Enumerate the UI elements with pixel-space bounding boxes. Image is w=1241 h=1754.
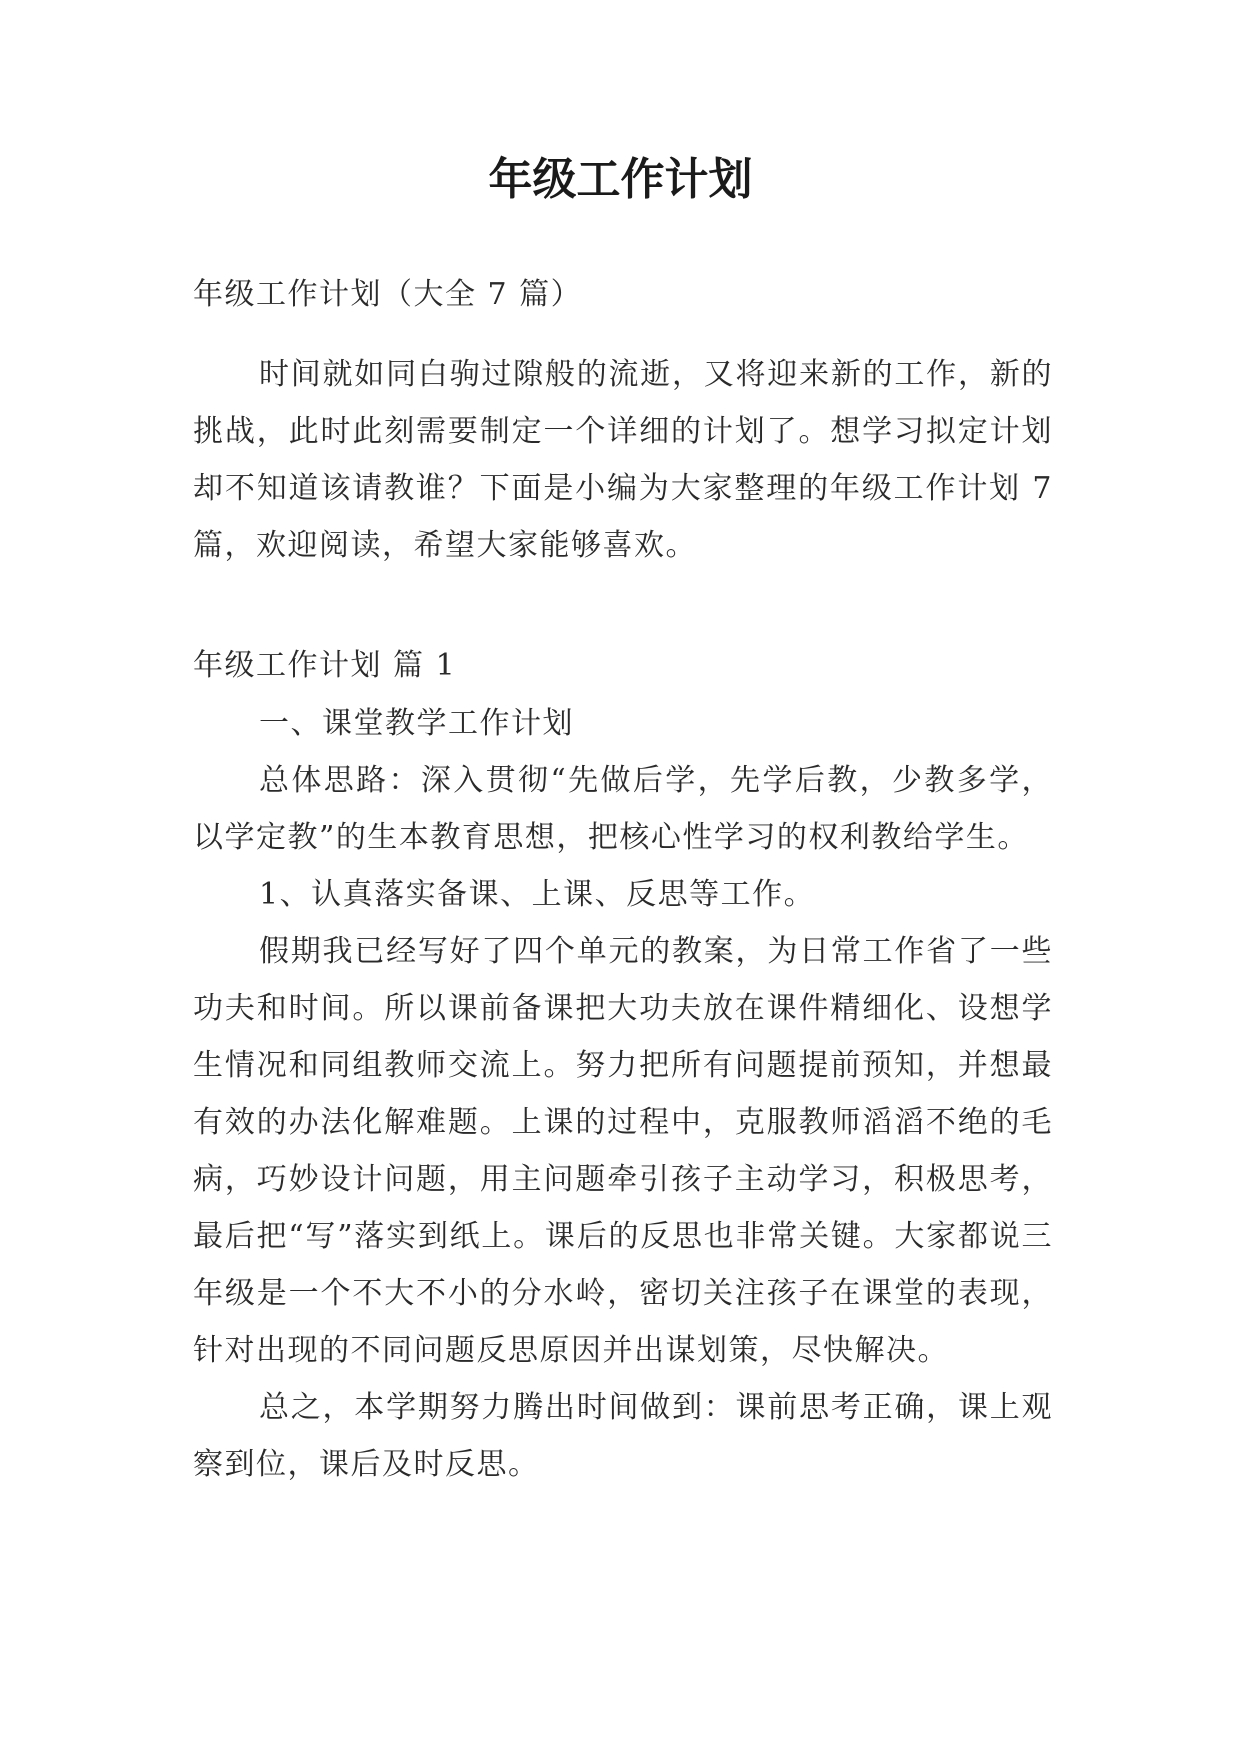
paragraph-item-1: 1、认真落实备课、上课、反思等工作。: [259, 877, 816, 912]
intro-paragraph: 时间就如同白驹过隙般的流逝，又将迎来新的工作，新的挑战，此时此刻需要制定一个详细的计划了。想学习拟定计划却不知道该请教谁？下面是小编为大家整理的年级工作计划 7 篇，欢迎阅读，希望大家能够喜欢。: [193, 357, 1053, 563]
document-title: 年级工作计划: [488, 154, 753, 205]
paragraph-details: 假期我已经写好了四个单元的教案，为日常工作省了一些功夫和时间。所以课前备课把大功夫放在课件精细化、设想学生情况和同组教师交流上。努力把所有问题提前预知，并想最有效的办法化解难题。上课的过程中，克服教师滔滔不绝的毛病，巧妙设计问题，用主问题牵引孩子主动学习，积极思考，最后把“写”落实到纸上。课后的反思也非常关键。大家都说三年级是一个不大不小的分水岭，密切关注孩子在课堂的表现，针对出现的不同问题反思原因并出谋划策，尽快解决。: [193, 934, 1053, 1368]
section-content: [193, 695, 1053, 1493]
paragraph-overall-approach: 总体思路：深入贯彻“先做后学，先学后教，少教多学，以学定教”的生本教育思想，把核心性学习的权利教给学生。: [193, 763, 1053, 855]
paragraph-summary: 总之，本学期努力腾出时间做到：课前思考正确，课上观察到位，课后及时反思。: [193, 1390, 1053, 1482]
document-subtitle: 年级工作计划（大全 7 篇）: [193, 277, 583, 312]
paragraph-heading: 一、课堂教学工作计划: [259, 706, 574, 741]
section-title: 年级工作计划 篇 1: [193, 648, 457, 683]
intro-block: [193, 346, 1053, 574]
